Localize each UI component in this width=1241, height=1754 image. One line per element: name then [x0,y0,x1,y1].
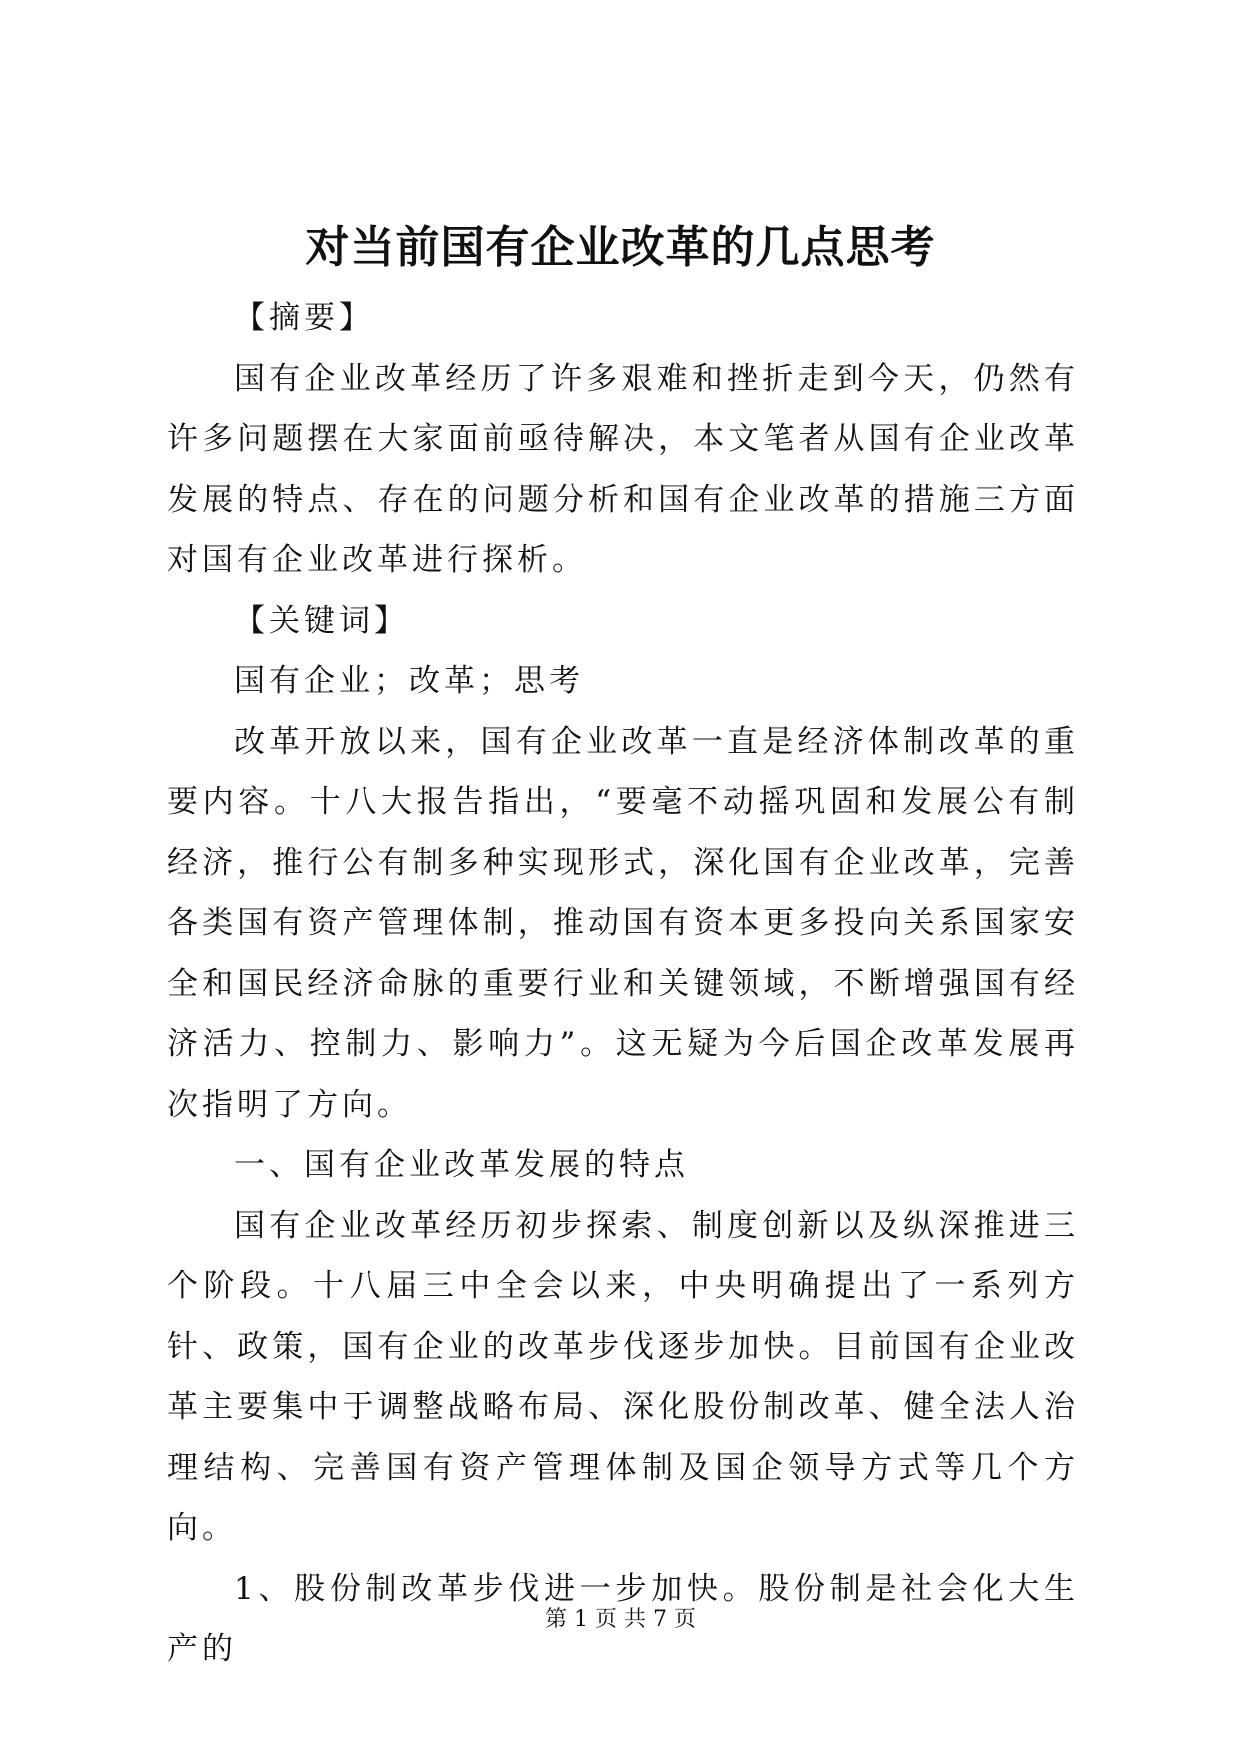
page-footer: 第 1 页 共 7 页 [545,1607,696,1632]
document-body [167,288,1079,1680]
keywords-paragraph: 国有企业；改革；思考 [234,663,584,699]
subsection-paragraph: 1、股份制改革步伐进一步加快。股份制是社会化大生产的 [167,1570,1079,1667]
abstract-heading: 【摘要】 [234,300,374,336]
section-paragraph: 国有企业改革经历初步探索、制度创新以及纵深推进三个阶段。十八届三中全会以来，中央明确提出了一系列方针、政策，国有企业的改革步伐逐步加快。目前国有企业改革主要集中于调整战略布局、深化股份制改革、健全法人治理结构、完善国有资产管理体制及国企领导方式等几个方向。 [167,1207,1079,1546]
document-title: 对当前国有企业改革的几点思考 [305,222,936,273]
section-heading: 一、国有企业改革发展的特点 [234,1147,689,1183]
abstract-paragraph: 国有企业改革经历了许多艰难和挫折走到今天，仍然有许多问题摆在大家面前亟待解决，本文笔者从国有企业改革发展的特点、存在的问题分析和国有企业改革的措施三方面对国有企业改革进行探析。 [167,360,1079,578]
keywords-heading: 【关键词】 [234,602,409,639]
intro-paragraph: 改革开放以来，国有企业改革一直是经济体制改革的重要内容。十八大报告指出，“要毫不动摇巩固和发展公有制经济，推行公有制多种实现形式，深化国有企业改革，完善各类国有资产管理体制，推动国有资本更多投向关系国家安全和国民经济命脉的重要行业和关键领域，不断增强国有经济活力、控制力、影响力”。这无疑为今后国企改革发展再次指明了方向。 [167,723,1079,1123]
